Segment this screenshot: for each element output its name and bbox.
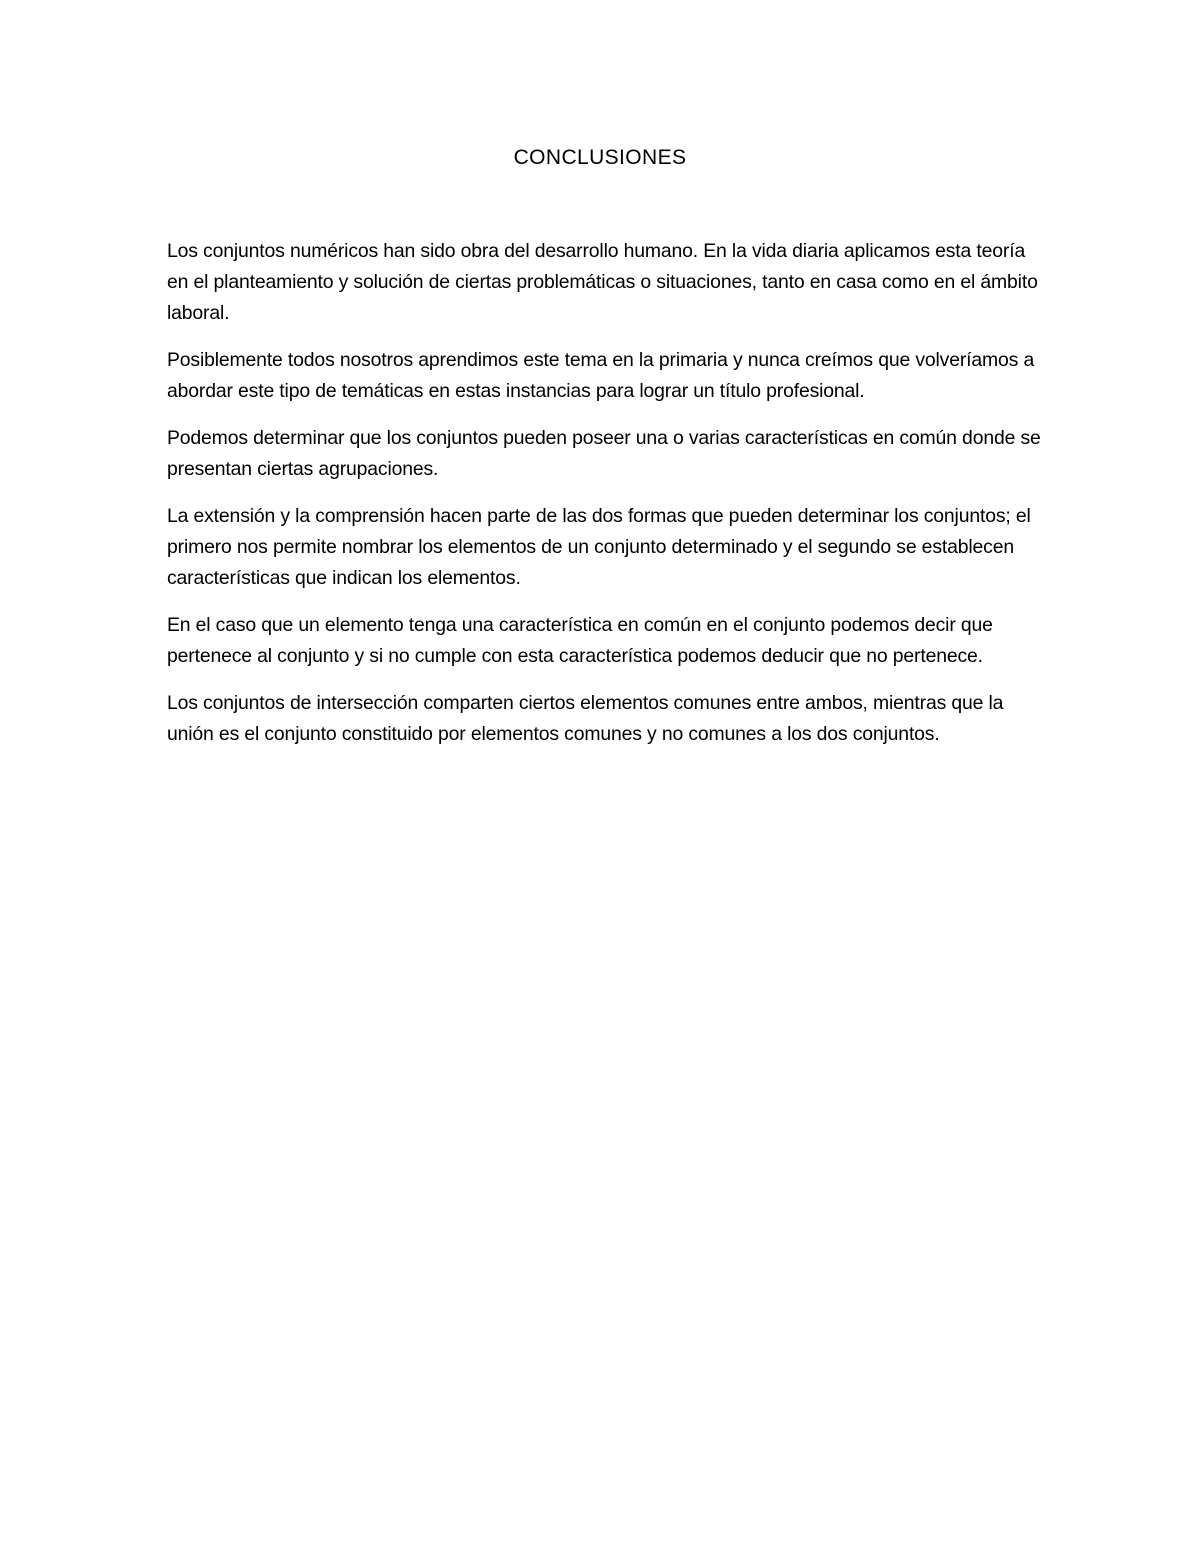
paragraph-3: Podemos determinar que los conjuntos pueden poseer una o varias características en común donde se presentan ciertas agrupaciones. — [167, 427, 1041, 480]
paragraph-1: Los conjuntos numéricos han sido obra del desarrollo humano. En la vida diaria aplicamos esta teoría en el planteamiento y solución de ciertas problemáticas o situaciones, tanto en casa como en el ámbito laboral. — [167, 240, 1038, 324]
paragraph-5: En el caso que un elemento tenga una característica en común en el conjunto podemos decir que pertenece al conjunto y si no cumple con esta característica podemos deducir que no pertenece. — [167, 614, 993, 667]
paragraph-2: Posiblemente todos nosotros aprendimos este tema en la primaria y nunca creímos que volveríamos a abordar este tipo de temáticas en estas instancias para lograr un título profesional. — [167, 349, 1035, 402]
paragraph-6: Los conjuntos de intersección comparten ciertos elementos comunes entre ambos, mientras que la unión es el conjunto constituido por elementos comunes y no comunes a los dos conjuntos. — [167, 692, 1004, 745]
paragraph-4: La extensión y la comprensión hacen parte de las dos formas que pueden determinar los conjuntos; el primero nos permite nombrar los elementos de un conjunto determinado y el segundo se establecen características que indican los elementos. — [167, 505, 1031, 589]
document-body — [167, 236, 1047, 766]
page-title: CONCLUSIONES — [513, 146, 687, 169]
